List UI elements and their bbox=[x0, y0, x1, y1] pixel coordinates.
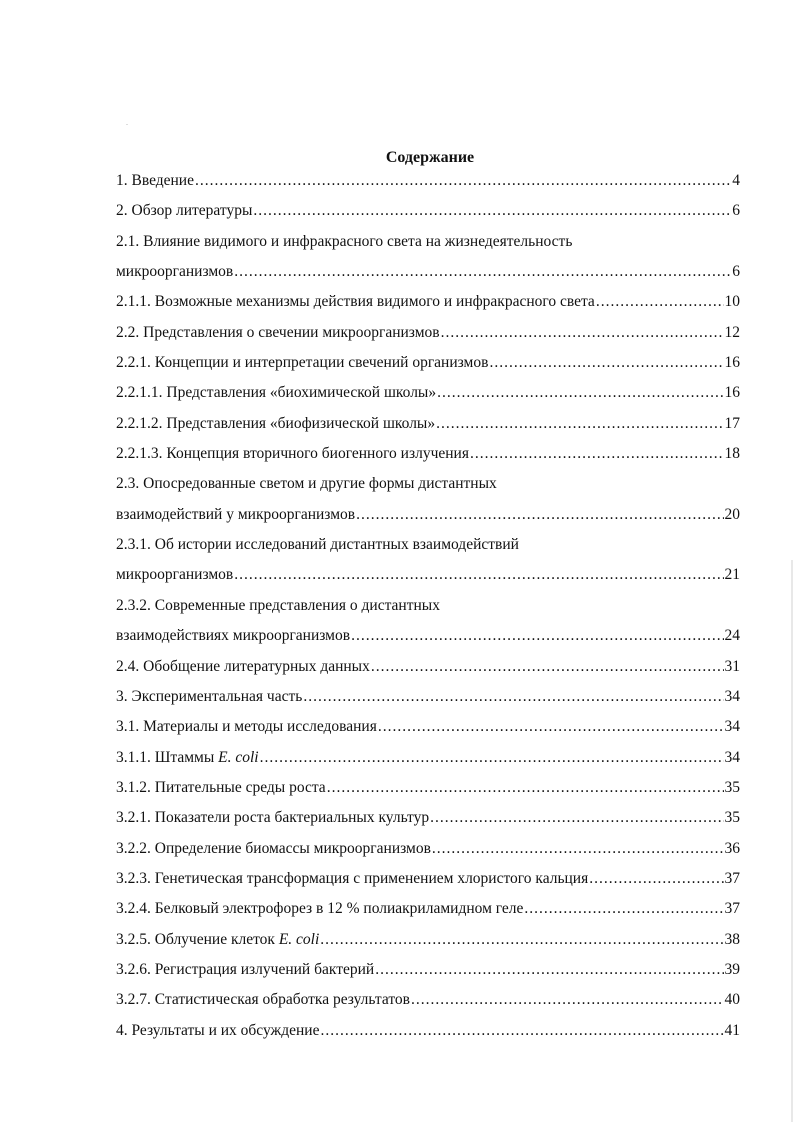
toc-entry-text: 4. Результаты и их обсуждение bbox=[116, 1021, 320, 1039]
toc-dot-leader bbox=[596, 292, 724, 312]
toc-page-number: 20 bbox=[724, 505, 740, 523]
toc-page-number: 39 bbox=[724, 960, 740, 978]
toc-entry-row bbox=[116, 232, 740, 252]
toc-page-number: 34 bbox=[724, 718, 740, 736]
toc-entry bbox=[116, 686, 740, 716]
toc-dot-leader bbox=[411, 990, 724, 1010]
toc-entry-row bbox=[116, 808, 740, 828]
toc-entry bbox=[116, 898, 740, 928]
toc-entry-label bbox=[116, 505, 355, 525]
toc-page-number: 35 bbox=[724, 778, 740, 796]
toc-entry-text: 2.2.1.2. Представления «биофизической школы» bbox=[116, 414, 436, 432]
toc-entry bbox=[116, 261, 740, 291]
toc-dot-leader bbox=[437, 383, 723, 403]
toc-entry-text: взаимодействиях микроорганизмов bbox=[116, 627, 351, 645]
toc-entry-label bbox=[116, 262, 233, 282]
toc-dot-leader bbox=[371, 657, 724, 677]
toc-page-number: 34 bbox=[724, 748, 740, 766]
toc-entry-row bbox=[116, 323, 740, 343]
toc-page-number: 6 bbox=[732, 202, 740, 220]
toc-entry-label bbox=[116, 565, 233, 585]
toc-dot-leader bbox=[260, 748, 724, 768]
toc-entry-label bbox=[116, 444, 469, 464]
toc-dot-leader bbox=[356, 505, 723, 525]
toc-dot-leader bbox=[589, 869, 723, 889]
toc-entry-label bbox=[116, 323, 440, 343]
toc-entry-row bbox=[116, 687, 740, 707]
toc-entry-row bbox=[116, 383, 740, 403]
toc-entry bbox=[116, 352, 740, 382]
toc-entry-text: 1. Введение bbox=[116, 172, 194, 189]
toc-page-number: 40 bbox=[724, 991, 740, 1009]
toc-title: Содержание bbox=[385, 149, 475, 166]
toc-entry-text: взаимодействий у микроорганизмов bbox=[116, 505, 356, 523]
toc-entry bbox=[116, 504, 740, 534]
toc-entry-label bbox=[116, 960, 374, 980]
toc-entry-row bbox=[116, 990, 740, 1010]
toc-dot-leader bbox=[375, 960, 723, 980]
toc-entry-row bbox=[116, 535, 740, 555]
toc-entry-row bbox=[116, 626, 740, 646]
table-of-contents bbox=[116, 170, 740, 1050]
toc-dot-leader bbox=[378, 717, 724, 737]
scan-speck bbox=[126, 124, 128, 125]
toc-page-number: 16 bbox=[724, 354, 740, 372]
toc-entry bbox=[116, 322, 740, 352]
toc-entry-text: микроорганизмов bbox=[116, 263, 234, 281]
toc-entry-label bbox=[116, 687, 302, 707]
toc-dot-leader bbox=[430, 808, 723, 828]
toc-entry-text: 2.3. Опосредованные светом и другие формы дистантных bbox=[116, 475, 497, 493]
toc-dot-leader bbox=[327, 778, 724, 798]
toc-entry-text: 3. Экспериментальная часть bbox=[116, 687, 303, 705]
toc-entry bbox=[116, 473, 740, 503]
toc-entry bbox=[116, 443, 740, 473]
toc-entry-row bbox=[116, 596, 740, 616]
toc-entry-label bbox=[116, 474, 497, 494]
toc-page-number: 34 bbox=[724, 687, 740, 705]
toc-page-number: 18 bbox=[724, 445, 740, 463]
toc-entry-label bbox=[116, 596, 440, 616]
toc-entry-text: 3.1. Материалы и методы исследования bbox=[116, 718, 377, 736]
toc-entry-label bbox=[116, 1021, 319, 1041]
toc-dot-leader bbox=[441, 323, 724, 343]
toc-page-number: 31 bbox=[724, 657, 740, 675]
toc-entry bbox=[116, 656, 740, 686]
toc-entry-row bbox=[116, 899, 740, 919]
toc-page-number: 36 bbox=[724, 839, 740, 857]
toc-entry bbox=[116, 1020, 740, 1050]
toc-entry-row bbox=[116, 869, 740, 889]
toc-entry-italic-text: E. coli bbox=[218, 748, 259, 766]
toc-entry-text: 2.2.1. Концепции и интерпретации свечений организмов bbox=[116, 354, 489, 372]
toc-entry-label bbox=[116, 292, 595, 312]
toc-entry-row bbox=[116, 839, 740, 859]
toc-entry-text: 3.1.1. Штаммы bbox=[116, 748, 219, 766]
toc-entry-label bbox=[116, 383, 436, 403]
toc-entry bbox=[116, 989, 740, 1019]
toc-page-number: 24 bbox=[724, 627, 740, 645]
toc-entry bbox=[116, 777, 740, 807]
toc-dot-leader bbox=[195, 171, 731, 191]
toc-page-number: 37 bbox=[724, 900, 740, 918]
toc-entry-label bbox=[116, 778, 326, 798]
toc-entry-row bbox=[116, 474, 740, 494]
toc-entry-label bbox=[116, 839, 431, 859]
toc-entry bbox=[116, 625, 740, 655]
toc-entry bbox=[116, 868, 740, 898]
toc-entry-row bbox=[116, 657, 740, 677]
toc-entry-text: 2.1.1. Возможные механизмы действия видимого и инфракрасного света bbox=[116, 293, 595, 311]
toc-entry-text: 2. Обзор литературы bbox=[116, 202, 253, 220]
toc-entry-label bbox=[116, 657, 370, 677]
toc-entry-italic-text: E. coli bbox=[278, 930, 320, 948]
toc-entry bbox=[116, 807, 740, 837]
toc-entry-label bbox=[116, 930, 319, 950]
toc-dot-leader bbox=[351, 626, 723, 646]
toc-entry-text: 3.2.5. Облучение клеток bbox=[116, 930, 279, 948]
toc-dot-leader bbox=[489, 353, 723, 373]
toc-entry bbox=[116, 747, 740, 777]
toc-entry bbox=[116, 959, 740, 989]
toc-entry-label bbox=[116, 353, 488, 373]
toc-entry-text: 2.3.1. Об истории исследований дистантных взаимодействий bbox=[116, 536, 519, 554]
toc-dot-leader bbox=[470, 444, 724, 464]
toc-page-number: 38 bbox=[724, 930, 740, 948]
toc-entry-text: 3.2.2. Определение биомассы микроорганизмов bbox=[116, 839, 431, 857]
toc-entry-row bbox=[116, 414, 740, 434]
toc-page-number: 16 bbox=[724, 384, 740, 402]
toc-entry-row bbox=[116, 201, 740, 221]
toc-entry-text: 2.2.1.1. Представления «биохимической школы» bbox=[116, 384, 437, 402]
toc-entry-row bbox=[116, 505, 740, 525]
toc-entry-text: 2.2.1.3. Концепция вторичного биогенного излучения bbox=[116, 445, 469, 463]
toc-entry-label bbox=[116, 899, 523, 919]
toc-entry-label bbox=[116, 232, 572, 252]
toc-entry-row bbox=[116, 748, 740, 768]
toc-entry bbox=[116, 291, 740, 321]
toc-entry-text: 2.1. Влияние видимого и инфракрасного света на жизнедеятельность bbox=[116, 232, 573, 250]
toc-page-number: 41 bbox=[724, 1021, 740, 1039]
toc-dot-leader bbox=[524, 899, 723, 919]
toc-entry-text: 3.2.3. Генетическая трансформация с применением хлористого кальция bbox=[116, 869, 589, 887]
toc-entry-row bbox=[116, 292, 740, 312]
toc-entry-text: 2.3.2. Современные представления о дистантных bbox=[116, 596, 440, 614]
toc-entry bbox=[116, 564, 740, 594]
toc-entry-text: 2.2. Представления о свечении микроорганизмов bbox=[116, 323, 440, 341]
toc-entry-text: 3.2.4. Белковый электрофорез в 12 % полиакриламидном геле bbox=[116, 900, 524, 918]
toc-page-number: 21 bbox=[724, 566, 740, 584]
toc-entry bbox=[116, 200, 740, 230]
toc-entry-text: 3.2.1. Показатели роста бактериальных культур bbox=[116, 809, 430, 827]
toc-entry bbox=[116, 929, 740, 959]
toc-entry-label bbox=[116, 717, 377, 737]
toc-entry-row bbox=[116, 1021, 740, 1041]
toc-entry-row bbox=[116, 565, 740, 585]
toc-entry-label bbox=[116, 201, 252, 221]
toc-entry-text: 3.1.2. Питательные среды роста bbox=[116, 778, 326, 796]
toc-dot-leader bbox=[234, 565, 723, 585]
toc-entry bbox=[116, 595, 740, 625]
toc-page-number: 6 bbox=[732, 263, 740, 281]
toc-dot-leader bbox=[320, 1021, 723, 1041]
toc-dot-leader bbox=[303, 687, 723, 707]
toc-entry-text: 2.4. Обобщение литературных данных bbox=[116, 657, 370, 675]
toc-entry-row bbox=[116, 960, 740, 980]
toc-dot-leader bbox=[432, 839, 724, 859]
toc-page-number: 35 bbox=[724, 809, 740, 827]
toc-dot-leader bbox=[234, 262, 731, 282]
toc-entry bbox=[116, 534, 740, 564]
toc-entry-text: микроорганизмов bbox=[116, 566, 234, 584]
toc-page-number: 17 bbox=[724, 414, 740, 432]
toc-entry-label bbox=[116, 808, 429, 828]
toc-entry-row bbox=[116, 717, 740, 737]
toc-entry-row bbox=[116, 444, 740, 464]
toc-entry-label bbox=[116, 748, 259, 768]
toc-entry bbox=[116, 382, 740, 412]
toc-page-number: 37 bbox=[724, 869, 740, 887]
toc-entry-row bbox=[116, 778, 740, 798]
toc-entry-row bbox=[116, 171, 740, 191]
toc-entry bbox=[116, 413, 740, 443]
toc-entry-label bbox=[116, 414, 435, 434]
toc-entry-label bbox=[116, 626, 350, 646]
toc-entry bbox=[116, 170, 740, 200]
toc-page-number: 12 bbox=[724, 323, 740, 341]
toc-entry-label bbox=[116, 535, 519, 555]
toc-entry-text: 3.2.6. Регистрация излучений бактерий bbox=[116, 960, 375, 978]
toc-entry-row bbox=[116, 262, 740, 282]
toc-entry-label bbox=[116, 171, 194, 191]
toc-entry bbox=[116, 231, 740, 261]
toc-page-number: 10 bbox=[724, 293, 740, 311]
toc-dot-leader bbox=[436, 414, 723, 434]
toc-dot-leader bbox=[253, 201, 731, 221]
toc-entry-row bbox=[116, 930, 740, 950]
toc-entry bbox=[116, 838, 740, 868]
toc-entry-text: 3.2.7. Статистическая обработка результатов bbox=[116, 991, 410, 1009]
toc-entry-label bbox=[116, 990, 410, 1010]
toc-dot-leader bbox=[320, 930, 723, 950]
toc-page-number: 4 bbox=[732, 172, 740, 189]
toc-entry bbox=[116, 716, 740, 746]
toc-entry-row bbox=[116, 353, 740, 373]
toc-entry-label bbox=[116, 869, 588, 889]
